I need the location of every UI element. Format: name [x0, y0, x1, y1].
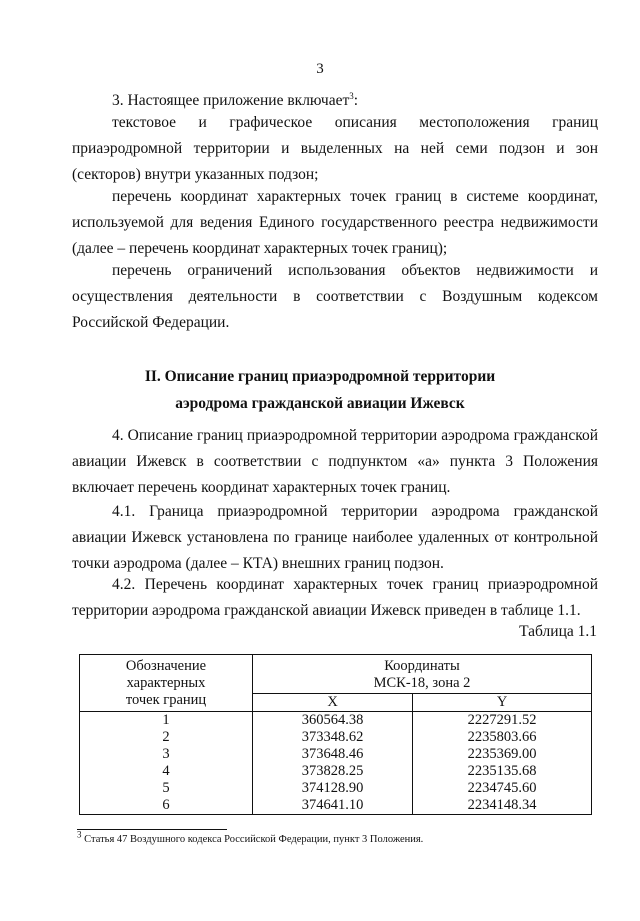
intro-paragraph-3 [72, 258, 598, 336]
row-3-x: 373648.46 [253, 746, 413, 763]
header-x: X [253, 694, 413, 712]
header-point-line1: Обозначение [125, 657, 207, 674]
row-2-x: 373348.62 [253, 729, 413, 746]
header-coords-line2: МСК-18, зона 2 [373, 675, 471, 691]
coordinates-table [79, 654, 592, 815]
header-point-line2: характерных [126, 674, 206, 691]
footnote-separator [77, 829, 227, 830]
intro-paragraph-3-rest: осуществления деятельности в соответствии с Воздушным кодексом Российской Федерации. [72, 288, 598, 331]
item-3-text: 3. Настоящее приложение включает [112, 92, 350, 109]
section-title-line1: II. Описание границ приаэродромной территории [144, 368, 496, 385]
paragraph-4-2-text: 4.2. Перечень координат характерных точек границ приаэродромной территории аэродрома гражданской авиации Ижевск приведен в таблице 1.1. [72, 576, 598, 619]
row-6-x: 374641.10 [253, 797, 413, 815]
intro-paragraph-1-text: текстовое и графическое описания местоположения границ приаэродромной территории и выделенных на ней семи подзон и зон (секторов) внутри указанных подзон; [72, 114, 598, 183]
row-5-point: 5 [80, 780, 253, 797]
row-4-point: 4 [80, 763, 253, 780]
paragraph-4 [72, 423, 598, 501]
row-6-point: 6 [80, 797, 253, 815]
intro-paragraph-2 [72, 184, 598, 262]
table-caption: Таблица 1.1 [519, 623, 597, 640]
row-2-point: 2 [80, 729, 253, 746]
row-2-y: 2235803.66 [413, 729, 592, 746]
row-1-y: 2227291.52 [413, 712, 592, 730]
intro-paragraph-1 [72, 110, 598, 188]
row-5-y: 2234745.60 [413, 780, 592, 797]
footnote-mark: 3 [77, 829, 82, 840]
paragraph-4-2 [72, 572, 598, 624]
header-y: Y [413, 694, 592, 712]
row-6-y: 2234148.34 [413, 797, 592, 815]
row-4-x: 373828.25 [253, 763, 413, 780]
header-coordinates [253, 655, 592, 694]
paragraph-4-1 [72, 499, 598, 577]
row-3-point: 3 [80, 746, 253, 763]
footnote-ref: 3 [349, 90, 354, 101]
intro-paragraph-2-text: перечень координат характерных точек границ в системе координат, используемой для ведения Единого государственного реестра недвижимости (далее – перечень координат характерных точек границ); [72, 188, 598, 257]
row-1-x: 360564.38 [253, 712, 413, 730]
paragraph-4-text: 4. Описание границ приаэродромной территории аэродрома гражданской авиации Ижевск в соответствии с подпунктом «а» пункта 3 Положения включает перечень координат характерных точек границ. [72, 427, 598, 496]
paragraph-4-1-text: 4.1. Граница приаэродромной территории аэродрома гражданской авиации Ижевск установлена по границе наиболее удаленных от контрольной точки аэродрома (далее – КТА) внешних границ подзон. [72, 503, 598, 572]
row-3-y: 2235369.00 [413, 746, 592, 763]
header-point-designation [80, 655, 253, 712]
footnote [77, 829, 424, 845]
row-5-x: 374128.90 [253, 780, 413, 797]
footnote-text: Статья 47 Воздушного кодекса Российской Федерации, пункт 3 Положения. [81, 834, 424, 845]
row-1-point: 1 [80, 712, 253, 730]
intro-paragraph-3-line1: перечень ограничений использования объектов недвижимости и [112, 262, 598, 279]
colon: : [353, 92, 359, 109]
header-point-line3: точек границ [125, 691, 207, 708]
section-title-line2: аэродрома гражданской авиации Ижевск [175, 395, 465, 412]
row-4-y: 2235135.68 [413, 763, 592, 780]
header-coords-line1: Координаты [384, 658, 460, 674]
page-number: 3 [316, 61, 324, 77]
